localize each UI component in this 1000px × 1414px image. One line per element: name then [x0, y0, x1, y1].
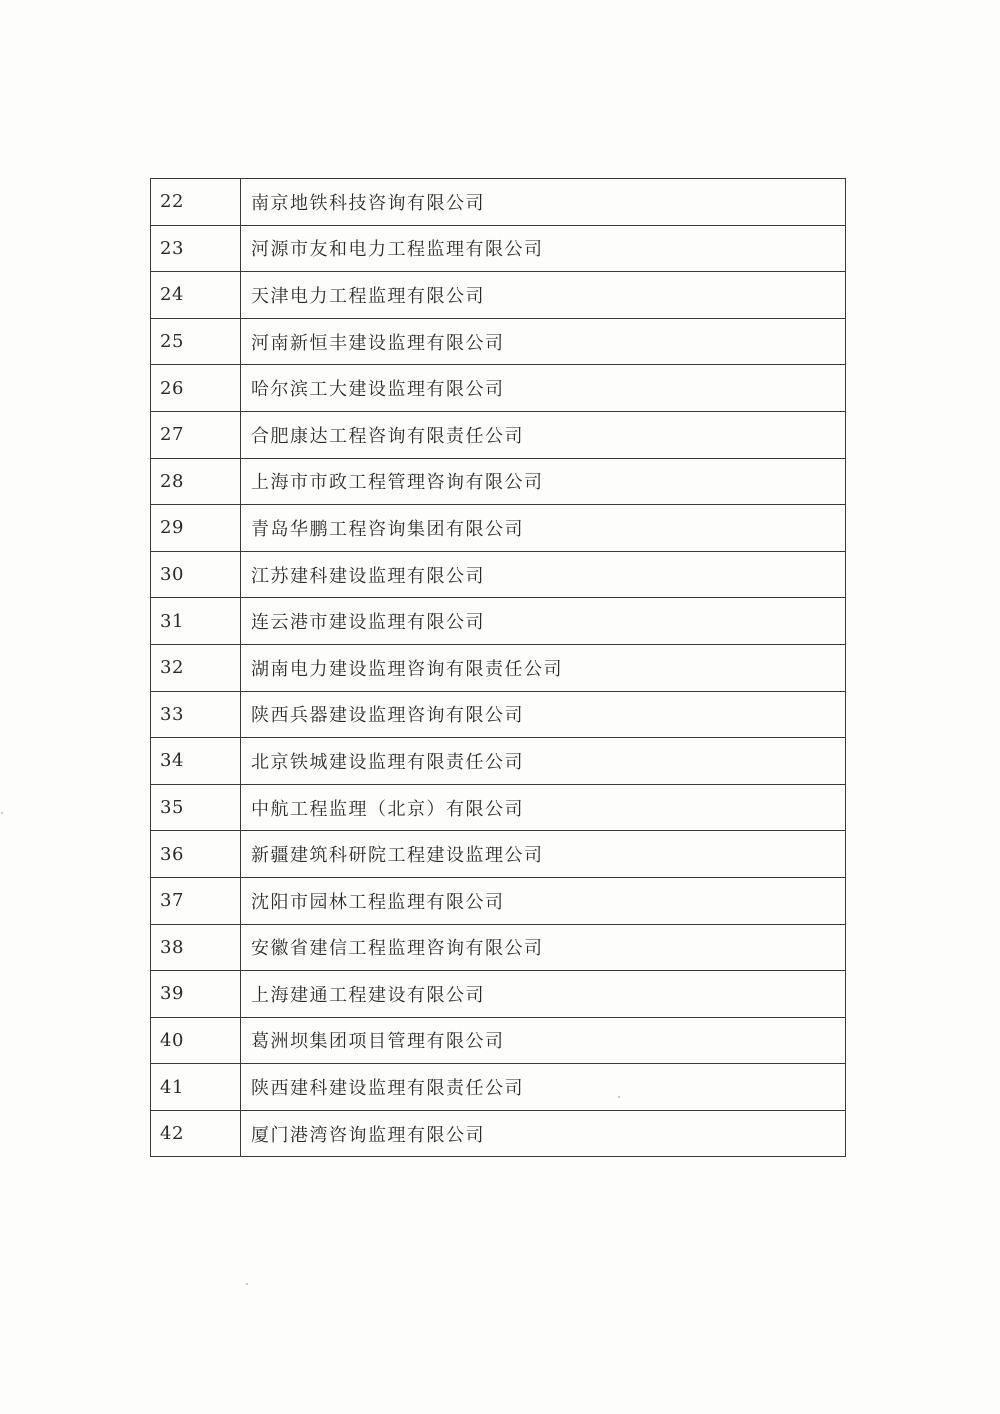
company-name: 青岛华鹏工程咨询集团有限公司: [241, 505, 846, 552]
company-name: 沈阳市园林工程监理有限公司: [241, 877, 846, 924]
row-number: 23: [151, 225, 241, 272]
company-name: 河南新恒丰建设监理有限公司: [241, 318, 846, 365]
row-number: 22: [151, 179, 241, 226]
table-row: [151, 598, 846, 645]
company-name: 陕西建科建设监理有限责任公司: [241, 1064, 846, 1111]
table-row: [151, 877, 846, 924]
table-row: [151, 1110, 846, 1157]
scan-speck: [1, 812, 3, 814]
row-number: 35: [151, 784, 241, 831]
company-name: 陕西兵器建设监理咨询有限公司: [241, 691, 846, 738]
company-name: 河源市友和电力工程监理有限公司: [241, 225, 846, 272]
company-name: 江苏建科建设监理有限公司: [241, 551, 846, 598]
row-number: 26: [151, 365, 241, 412]
table-row: [151, 971, 846, 1018]
row-number: 34: [151, 738, 241, 785]
scan-speck: [618, 1096, 620, 1098]
table-row: [151, 505, 846, 552]
row-number: 24: [151, 272, 241, 319]
company-name: 厦门港湾咨询监理有限公司: [241, 1110, 846, 1157]
table-row: [151, 831, 846, 878]
row-number: 31: [151, 598, 241, 645]
company-list-body: [151, 179, 846, 1157]
row-number: 39: [151, 971, 241, 1018]
company-name: 湖南电力建设监理咨询有限责任公司: [241, 644, 846, 691]
table-row: [151, 691, 846, 738]
row-number: 28: [151, 458, 241, 505]
company-name: 中航工程监理（北京）有限公司: [241, 784, 846, 831]
row-number: 41: [151, 1064, 241, 1111]
company-name: 上海建通工程建设有限公司: [241, 971, 846, 1018]
table-row: [151, 411, 846, 458]
table-row: [151, 365, 846, 412]
company-name: 连云港市建设监理有限公司: [241, 598, 846, 645]
table-row: [151, 179, 846, 226]
row-number: 36: [151, 831, 241, 878]
row-number: 32: [151, 644, 241, 691]
row-number: 30: [151, 551, 241, 598]
company-name: 安徽省建信工程监理咨询有限公司: [241, 924, 846, 971]
company-name: 葛洲坝集团项目管理有限公司: [241, 1017, 846, 1064]
table-row: [151, 1064, 846, 1111]
company-name: 南京地铁科技咨询有限公司: [241, 179, 846, 226]
company-name: 天津电力工程监理有限公司: [241, 272, 846, 319]
company-name: 哈尔滨工大建设监理有限公司: [241, 365, 846, 412]
company-list-table: [150, 178, 846, 1157]
row-number: 37: [151, 877, 241, 924]
company-name: 上海市市政工程管理咨询有限公司: [241, 458, 846, 505]
table-row: [151, 551, 846, 598]
row-number: 33: [151, 691, 241, 738]
table-row: [151, 924, 846, 971]
table-row: [151, 738, 846, 785]
company-name: 新疆建筑科研院工程建设监理公司: [241, 831, 846, 878]
table-row: [151, 784, 846, 831]
table-row: [151, 225, 846, 272]
company-name: 北京铁城建设监理有限责任公司: [241, 738, 846, 785]
row-number: 29: [151, 505, 241, 552]
company-name: 合肥康达工程咨询有限责任公司: [241, 411, 846, 458]
table-row: [151, 1017, 846, 1064]
scan-speck: [246, 1283, 248, 1285]
row-number: 42: [151, 1110, 241, 1157]
table-row: [151, 272, 846, 319]
table-row: [151, 644, 846, 691]
row-number: 38: [151, 924, 241, 971]
row-number: 27: [151, 411, 241, 458]
table-row: [151, 318, 846, 365]
row-number: 25: [151, 318, 241, 365]
table-row: [151, 458, 846, 505]
row-number: 40: [151, 1017, 241, 1064]
